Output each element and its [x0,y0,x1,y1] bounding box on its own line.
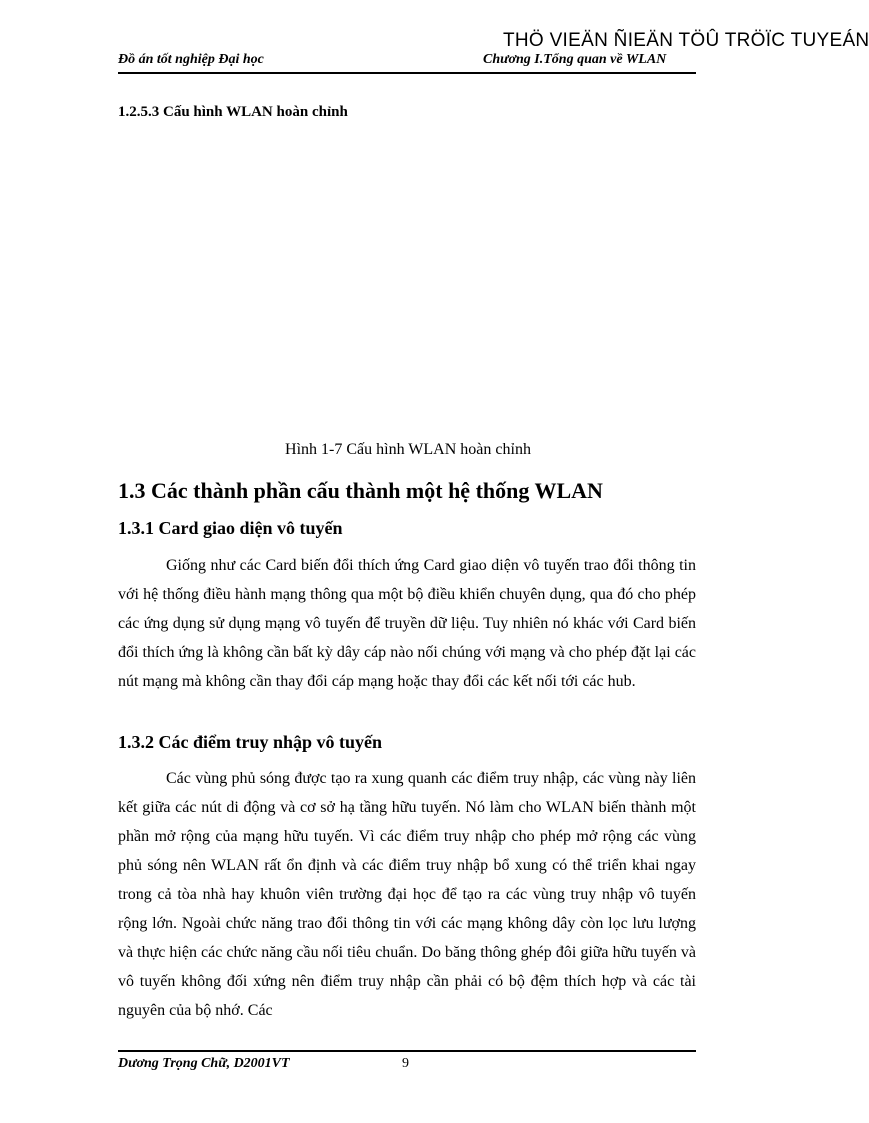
heading-1-3-2: 1.3.2 Các điểm truy nhập vô tuyến [118,732,383,752]
heading-1-3-1: 1.3.1 Card giao diện vô tuyến [118,518,343,538]
header-chapter-title: Chương I.Tổng quan về WLAN [483,52,667,67]
header-rule [118,72,696,74]
figure-placeholder [118,130,696,430]
heading-1-2-5-3: 1.2.5.3 Cấu hình WLAN hoàn chỉnh [118,104,348,120]
header-thesis-title: Đồ án tốt nghiệp Đại học [118,52,264,67]
watermark-text: THÖ VIEÄN ÑIEÄN TÖÛ TRÖÏC TUYEÁN [503,30,869,51]
paragraph-1-3-2: Các vùng phủ sóng được tạo ra xung quanh các điểm truy nhập, các vùng này liên kết giữa các nút di động và cơ sở hạ tầng hữu tuyến. Nó làm cho WLAN biến thành một phần mở rộng của mạng hữu tuyến. Vì các điểm truy nhập cho phép mở rộng các vùng phủ sóng nên WLAN rất ổn định và các điểm truy nhập bổ xung có thể triển khai ngay trong cả tòa nhà hay khuôn viên trường đại học để tạo ra các vùng truy nhập vô tuyến rộng lớn. Ngoài chức năng trao đổi thông tin với các mạng không dây còn lọc lưu lượng và thực hiện các chức năng cầu nối tiêu chuẩn. Do băng thông ghép đôi giữa hữu tuyến và vô tuyến không đối xứng nên điểm truy nhập cần phải có bộ đệm thích hợp và các tài nguyên của bộ nhớ. Các [118,770,696,1019]
heading-1-3: 1.3 Các thành phần cấu thành một hệ thống WLAN [118,478,603,503]
figure-caption: Hình 1-7 Cấu hình WLAN hoàn chỉnh [285,441,531,458]
page-number: 9 [402,1056,409,1071]
paragraph-1-3-1: Giống như các Card biến đổi thích ứng Card giao diện vô tuyến trao đổi thông tin với hệ thống điều hành mạng thông qua một bộ điều khiển chuyên dụng, qua đó cho phép các ứng dụng sử dụng mạng vô tuyến để truyền dữ liệu. Tuy nhiên nó khác với Card biến đổi thích ứng là không cần bất kỳ dây cáp nào nối chúng với mạng và cho phép đặt lại các nút mạng mà không cần thay đổi cáp mạng hoặc thay đổi các kết nối tới các hub. [118,557,696,690]
footer-rule [118,1050,696,1052]
footer-author: Dương Trọng Chữ, D2001VT [118,1056,290,1071]
